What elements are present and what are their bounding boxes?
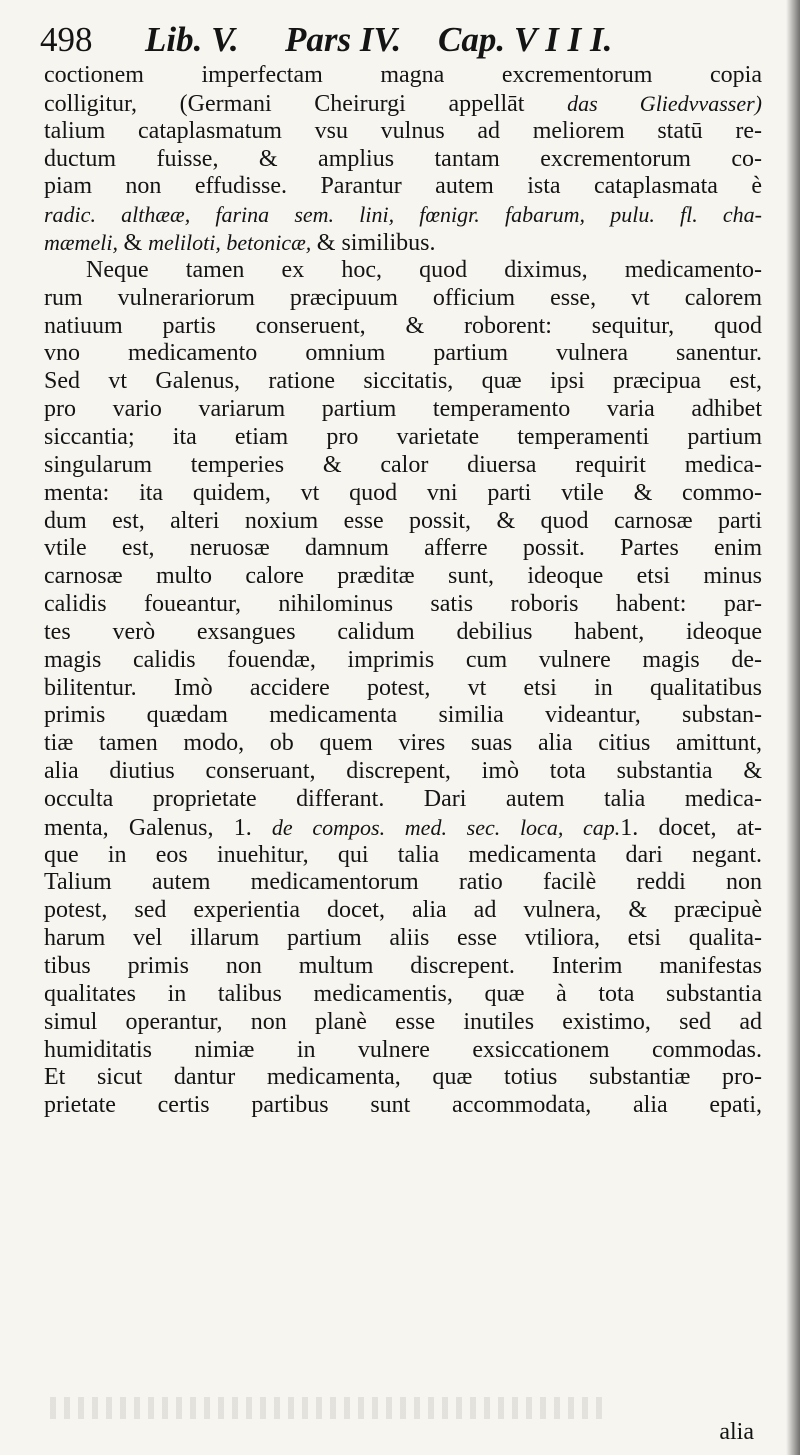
text-line bbox=[44, 368, 762, 396]
text-line bbox=[44, 480, 762, 508]
text-segment: rum vulnerariorum præcipuum officium esse, vt calorem bbox=[44, 284, 762, 311]
text-segment: 1. docet, at- bbox=[620, 814, 762, 841]
text-line bbox=[44, 814, 762, 842]
text-line bbox=[44, 730, 762, 758]
text-segment: tibus primis non multum discrepent. Interim manifestas bbox=[44, 953, 762, 979]
text-segment: Neque tamen ex hoc, quod diximus, medicamento- bbox=[86, 256, 762, 283]
text-segment: tes verò exsangues calidum debilius habent, ideoque bbox=[44, 618, 762, 645]
text-line bbox=[44, 563, 762, 591]
text-line bbox=[44, 675, 762, 703]
text-line bbox=[44, 285, 762, 313]
text-line bbox=[44, 313, 762, 341]
header-chapter: Cap. V I I I. bbox=[438, 20, 613, 59]
text-segment: talium cataplasmatum vsu vulnus ad meliorem statū re- bbox=[44, 117, 762, 144]
text-segment: piam non effudisse. Parantur autem ista cataplasmata è bbox=[44, 173, 762, 200]
text-line bbox=[44, 173, 762, 201]
text-segment: mæmeli, bbox=[44, 230, 124, 256]
text-segment: tiæ tamen modo, ob quem vires suas alia citius amittunt, bbox=[44, 730, 762, 757]
text-line bbox=[44, 1092, 762, 1120]
text-segment: meliloti, betonicæ, bbox=[148, 230, 317, 256]
text-line bbox=[44, 535, 762, 563]
text-line bbox=[44, 340, 762, 368]
text-segment: Et sicut dantur medicamenta, quæ totius substantiæ pro- bbox=[44, 1064, 762, 1091]
text-line bbox=[44, 981, 762, 1009]
text-segment: de compos. med. sec. loca, cap. bbox=[271, 814, 621, 840]
text-segment: potest, sed experientia docet, alia ad vulnera, & præcipuè bbox=[44, 897, 762, 924]
text-segment: occulta proprietate differant. Dari autem talia medica- bbox=[44, 785, 762, 812]
text-line bbox=[44, 953, 762, 981]
text-segment: pro vario variarum partium temperamento varia adhibet bbox=[44, 396, 762, 423]
text-line bbox=[44, 619, 762, 647]
text-line bbox=[44, 897, 762, 925]
text-line bbox=[44, 424, 762, 452]
text-segment: bilitentur. Imò accidere potest, vt etsi in qualitatibus bbox=[44, 674, 762, 701]
text-segment: colligitur, (Germani Cheirurgi appellāt bbox=[44, 90, 568, 117]
text-line bbox=[44, 452, 762, 480]
text-segment: humiditatis nimiæ in vulnere exsiccationem commodas. bbox=[44, 1036, 762, 1063]
text-line bbox=[44, 591, 762, 619]
text-segment: harum vel illarum partium aliis esse vtiliora, etsi qualita- bbox=[44, 925, 762, 952]
text-segment: coctionem imperfectam magna excrementorum copia bbox=[44, 62, 762, 88]
show-through bbox=[50, 1397, 610, 1419]
text-segment: vno medicamento omnium partium vulnera sanentur. bbox=[44, 340, 762, 367]
text-line bbox=[44, 146, 762, 174]
page-number: 498 bbox=[40, 20, 93, 59]
text-segment: que in eos inuehitur, qui talia medicamenta dari negant. bbox=[44, 841, 762, 868]
text-line bbox=[44, 229, 762, 257]
body-text bbox=[44, 62, 762, 1120]
text-segment: vtile est, neruosæ damnum afferre possit. Partes enim bbox=[44, 535, 762, 562]
text-segment: carnosæ multo calore præditæ sunt, ideoque etsi minus bbox=[44, 563, 762, 590]
text-segment: & similibus. bbox=[316, 230, 436, 257]
text-line bbox=[44, 1064, 762, 1092]
text-line bbox=[44, 1009, 762, 1037]
text-segment: & bbox=[123, 230, 149, 257]
text-segment: menta: ita quidem, vt quod vni parti vtile & commo- bbox=[44, 479, 762, 506]
text-line bbox=[44, 90, 762, 118]
text-line bbox=[44, 869, 762, 897]
text-segment: dum est, alteri noxium esse possit, & quod carnosæ parti bbox=[44, 507, 762, 534]
text-line bbox=[44, 508, 762, 536]
text-line bbox=[44, 201, 762, 229]
text-segment: menta, Galenus, 1. bbox=[44, 814, 272, 841]
text-line bbox=[44, 62, 762, 90]
text-line bbox=[44, 786, 762, 814]
text-line bbox=[44, 842, 762, 870]
text-segment: das Gliedvvasser) bbox=[567, 90, 762, 116]
text-line bbox=[44, 257, 762, 285]
header-book: Lib. V. bbox=[145, 20, 239, 59]
text-line bbox=[44, 647, 762, 675]
text-segment: ductum fuisse, & amplius tantam excrementorum co- bbox=[44, 145, 762, 172]
text-line bbox=[44, 118, 762, 146]
text-segment: natiuum partis conseruent, & roborent: sequitur, quod bbox=[44, 312, 762, 339]
text-segment: simul operantur, non planè esse inutiles existimo, sed ad bbox=[44, 1008, 762, 1035]
text-segment: alia diutius conseruant, discrepent, imò tota substantia & bbox=[44, 758, 762, 785]
text-segment: primis quædam medicamenta similia videantur, substan- bbox=[44, 702, 762, 729]
text-line bbox=[44, 1037, 762, 1065]
text-segment: calidis foueantur, nihilominus satis roboris habent: par- bbox=[44, 591, 762, 618]
text-segment: qualitates in talibus medicamentis, quæ à tota substantia bbox=[44, 980, 762, 1007]
text-segment: singularum temperies & calor diuersa requirit medica- bbox=[44, 451, 762, 478]
text-segment: siccantia; ita etiam pro varietate temperamenti partium bbox=[44, 423, 762, 450]
text-segment: radic. althææ, farina sem. lini, fœnigr. fabarum, pulu. fl. cha- bbox=[44, 202, 762, 228]
text-line bbox=[44, 758, 762, 786]
running-header bbox=[40, 18, 740, 62]
text-line bbox=[44, 702, 762, 730]
text-line bbox=[44, 396, 762, 424]
text-line bbox=[44, 925, 762, 953]
text-segment: Talium autem medicamentorum ratio facilè reddi non bbox=[44, 869, 762, 896]
text-segment: prietate certis partibus sunt accommodata, alia epati, bbox=[44, 1092, 762, 1119]
header-part: Pars IV. bbox=[285, 20, 402, 59]
text-segment: Sed vt Galenus, ratione siccitatis, quæ ipsi præcipua est, bbox=[44, 368, 762, 395]
catchword: alia bbox=[719, 1419, 754, 1445]
text-segment: magis calidis fouendæ, imprimis cum vulnere magis de- bbox=[44, 646, 762, 673]
